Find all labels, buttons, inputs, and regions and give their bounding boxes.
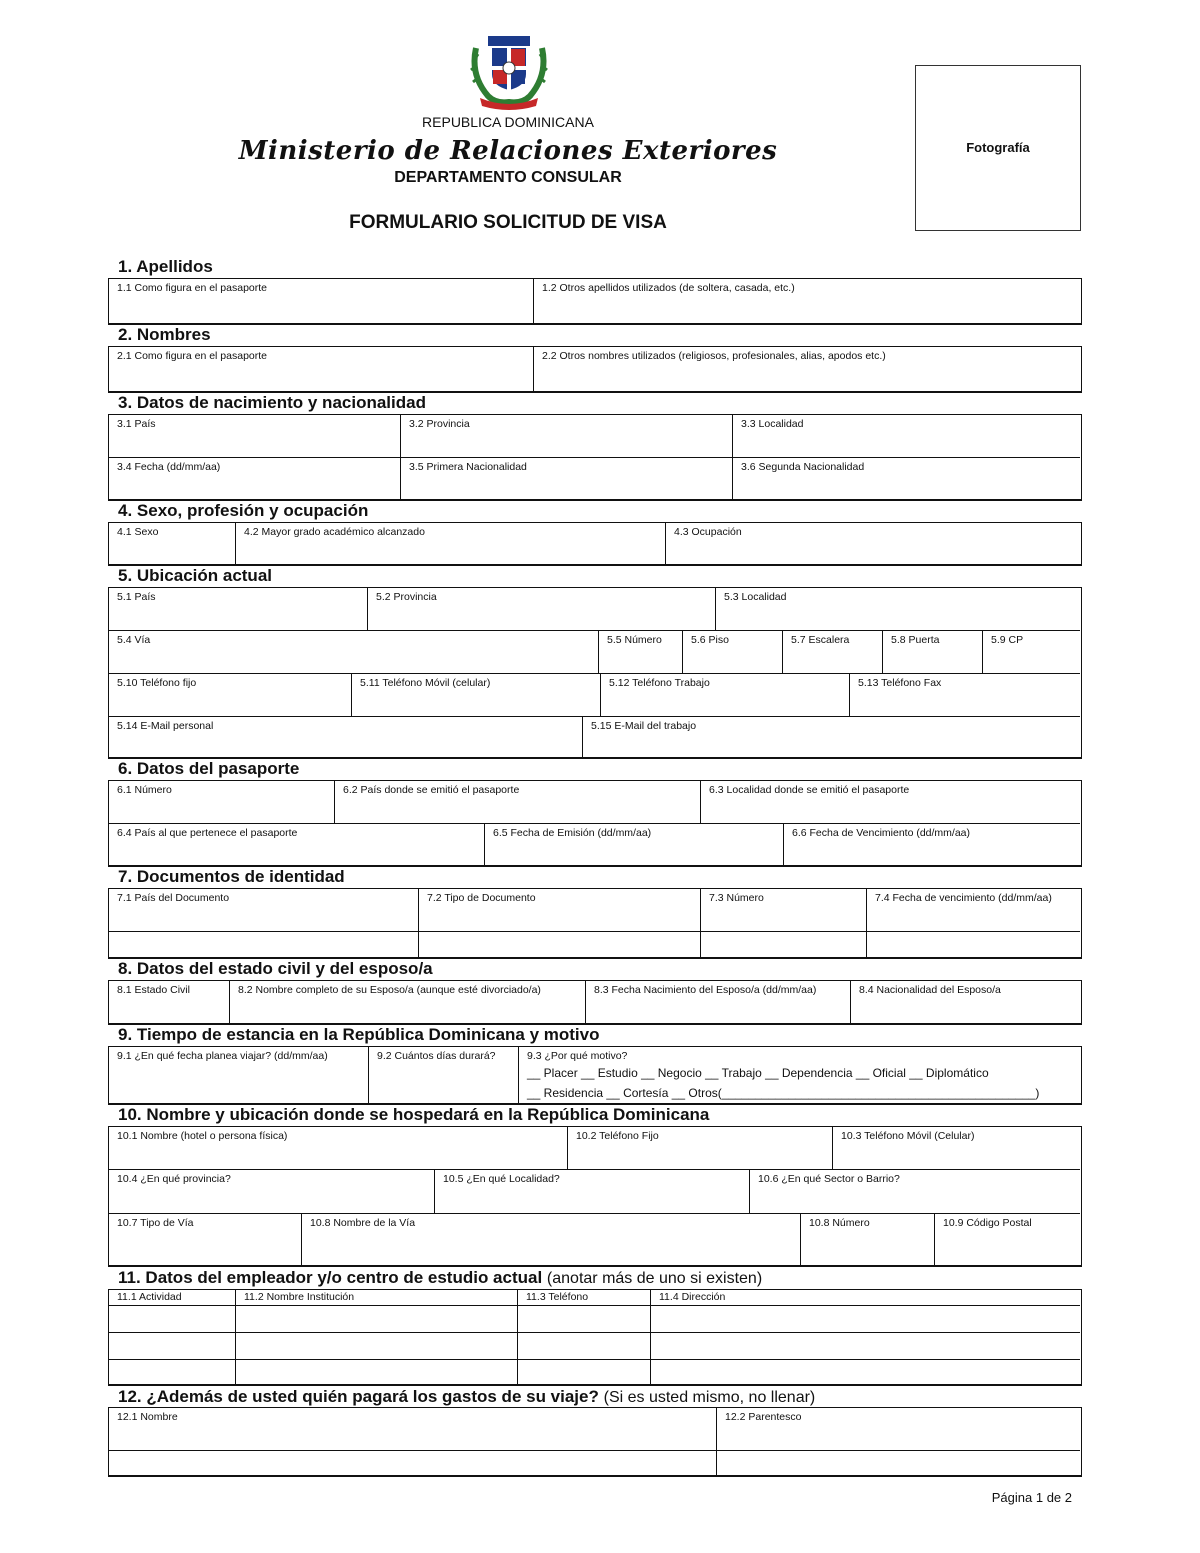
- field-8-2[interactable]: 8.2 Nombre completo de su Esposo/a (aunque esté divorciado/a): [230, 981, 586, 1024]
- field-1-2[interactable]: 1.2 Otros apellidos utilizados (de soltera, casada, etc.): [542, 282, 795, 294]
- field-9-3[interactable]: [519, 1047, 1080, 1104]
- field-10-5[interactable]: 10.5 ¿En qué Localidad?: [435, 1170, 750, 1214]
- field-7-1-value[interactable]: [109, 932, 419, 957]
- field-5-3[interactable]: 5.3 Localidad: [716, 588, 1080, 631]
- field-5-13[interactable]: 5.13 Teléfono Fax: [850, 674, 1080, 717]
- field-10-10[interactable]: 10.9 Código Postal: [943, 1217, 1032, 1229]
- table-row-3-col-2[interactable]: [236, 1360, 518, 1384]
- table-row-1-col-1[interactable]: [109, 1306, 236, 1333]
- field-3-5[interactable]: 3.5 Primera Nacionalidad: [401, 458, 733, 499]
- field-2-2[interactable]: 2.2 Otros nombres utilizados (religiosos, profesionales, alias, apodos etc.): [542, 350, 886, 362]
- field-5-11[interactable]: 5.11 Teléfono Móvil (celular): [352, 674, 601, 717]
- field-10-9[interactable]: 10.8 Número: [801, 1214, 935, 1265]
- section-6-title: 6. Datos del pasaporte: [118, 759, 300, 778]
- section-3-box: [108, 414, 1082, 501]
- section-7-title: 7. Documentos de identidad: [118, 867, 345, 886]
- section-8-box: [108, 980, 1082, 1025]
- field-5-15[interactable]: 5.15 E-Mail del trabajo: [591, 720, 697, 732]
- section-8-title: 8. Datos del estado civil y del esposo/a: [118, 959, 433, 978]
- field-10-1[interactable]: 10.1 Nombre (hotel o persona física): [109, 1127, 568, 1170]
- motive-options-line-2[interactable]: __ Residencia __ Cortesía __ Otros(_______________________________________________): [527, 1086, 1040, 1100]
- field-8-3[interactable]: 8.3 Fecha Nacimiento del Esposo/a (dd/mm/aa): [586, 981, 851, 1024]
- section-5-box: [108, 587, 1082, 759]
- field-5-5[interactable]: 5.5 Número: [599, 631, 683, 674]
- field-7-2-value[interactable]: [419, 932, 701, 957]
- table-row-2-col-2[interactable]: [236, 1333, 518, 1360]
- field-3-2[interactable]: 3.2 Provincia: [401, 415, 733, 458]
- field-10-6[interactable]: 10.6 ¿En qué Sector o Barrio?: [750, 1170, 1080, 1214]
- section-5-title: 5. Ubicación actual: [118, 566, 272, 585]
- section-1-title: 1. Apellidos: [118, 257, 213, 276]
- field-3-6[interactable]: 3.6 Segunda Nacionalidad: [741, 461, 865, 473]
- section-10-box: [108, 1126, 1082, 1267]
- field-11-1: 11.1 Actividad: [109, 1290, 236, 1306]
- field-9-1[interactable]: 9.1 ¿En qué fecha planea viajar? (dd/mm/aa): [109, 1047, 369, 1104]
- field-6-5[interactable]: 6.5 Fecha de Emisión (dd/mm/aa): [485, 824, 784, 865]
- section-12-title-text: 12. ¿Además de usted quién pagará los gastos de su viaje?: [118, 1387, 599, 1406]
- section-3-title: 3. Datos de nacimiento y nacionalidad: [118, 393, 426, 412]
- motive-options-line-1[interactable]: __ Placer __ Estudio __ Negocio __ Trabajo __ Dependencia __ Oficial __ Diplomático: [527, 1066, 989, 1080]
- section-11-note: (anotar más de uno si existen): [546, 1270, 763, 1287]
- field-9-3-label: 9.3 ¿Por qué motivo?: [527, 1050, 628, 1062]
- table-row-1-col-2[interactable]: [236, 1306, 518, 1333]
- field-5-10[interactable]: 5.10 Teléfono fijo: [109, 674, 352, 717]
- field-8-1[interactable]: 8.1 Estado Civil: [109, 981, 230, 1024]
- table-row-3-col-4[interactable]: [651, 1360, 1080, 1384]
- form-title: FORMULARIO SOLICITUD DE VISA: [349, 212, 667, 233]
- motive-options[interactable]: [527, 1063, 1039, 1103]
- photo-box[interactable]: [915, 65, 1081, 231]
- field-7-2[interactable]: 7.2 Tipo de Documento: [419, 889, 701, 932]
- field-12-1-extra[interactable]: [109, 1451, 717, 1475]
- section-12-note: (Si es usted mismo, no llenar): [603, 1389, 816, 1406]
- field-12-2[interactable]: 12.2 Parentesco: [717, 1408, 1080, 1451]
- field-6-4[interactable]: 6.4 País al que pertenece el pasaporte: [109, 824, 485, 865]
- section-11-box: [108, 1289, 1082, 1386]
- field-12-2-extra[interactable]: [717, 1451, 1080, 1475]
- table-row-3-col-1[interactable]: [109, 1360, 236, 1384]
- field-10-3[interactable]: 10.3 Teléfono Móvil (Celular): [833, 1127, 1080, 1170]
- field-5-14[interactable]: 5.14 E-Mail personal: [109, 717, 583, 757]
- department-name: DEPARTAMENTO CONSULAR: [394, 169, 622, 186]
- section-7-box: [108, 888, 1082, 959]
- field-11-3: 11.3 Teléfono: [518, 1290, 651, 1306]
- field-12-1[interactable]: 12.1 Nombre: [109, 1408, 717, 1451]
- section-11-title-text: 11. Datos del empleador y/o centro de estudio actual: [118, 1268, 543, 1287]
- section-9-box: [108, 1046, 1082, 1105]
- photo-label: Fotografía: [966, 140, 1030, 155]
- field-6-2[interactable]: 6.2 País donde se emitió el pasaporte: [335, 781, 701, 824]
- section-11-title: [118, 1268, 762, 1288]
- section-2-box: [108, 346, 1082, 393]
- field-3-4[interactable]: 3.4 Fecha (dd/mm/aa): [109, 458, 401, 499]
- section-1-box: [108, 278, 1082, 325]
- section-12-title: [118, 1387, 815, 1407]
- section-10-title: 10. Nombre y ubicación donde se hospedará en la República Dominicana: [118, 1105, 710, 1124]
- field-5-6[interactable]: 5.6 Piso: [683, 631, 783, 674]
- field-6-3[interactable]: 6.3 Localidad donde se emitió el pasaporte: [701, 781, 1080, 824]
- field-11-4: 11.4 Dirección: [651, 1290, 1080, 1306]
- section-12-box: [108, 1407, 1082, 1477]
- field-2-1[interactable]: 2.1 Como figura en el pasaporte: [109, 347, 534, 392]
- field-9-2[interactable]: 9.2 Cuántos días durará?: [369, 1047, 519, 1104]
- field-6-1[interactable]: 6.1 Número: [109, 781, 335, 824]
- field-5-9[interactable]: 5.9 CP: [983, 631, 1080, 674]
- country-name: REPUBLICA DOMINICANA: [422, 114, 594, 130]
- section-2-title: 2. Nombres: [118, 325, 211, 344]
- field-7-3[interactable]: 7.3 Número: [701, 889, 867, 932]
- field-7-3-value[interactable]: [701, 932, 867, 957]
- field-3-1[interactable]: 3.1 País: [109, 415, 401, 458]
- field-5-4[interactable]: 5.4 Vía: [109, 631, 599, 674]
- field-8-4[interactable]: 8.4 Nacionalidad del Esposo/a: [859, 984, 1001, 996]
- table-row-1-col-4[interactable]: [651, 1306, 1080, 1333]
- field-1-1[interactable]: 1.1 Como figura en el pasaporte: [109, 279, 534, 324]
- field-5-2[interactable]: 5.2 Provincia: [368, 588, 716, 631]
- section-4-box: [108, 522, 1082, 566]
- page-number: Página 1 de 2: [991, 1490, 1072, 1505]
- table-row-2-col-3[interactable]: [518, 1333, 651, 1360]
- field-3-3[interactable]: 3.3 Localidad: [733, 415, 1080, 458]
- field-7-4-value[interactable]: [867, 932, 1080, 957]
- coat-of-arms-icon: [466, 30, 552, 110]
- table-row-1-col-3[interactable]: [518, 1306, 651, 1333]
- field-7-4[interactable]: 7.4 Fecha de vencimiento (dd/mm/aa): [867, 889, 1080, 932]
- section-6-box: [108, 780, 1082, 867]
- field-10-2[interactable]: 10.2 Teléfono Fijo: [568, 1127, 833, 1170]
- table-row-2-col-1[interactable]: [109, 1333, 236, 1360]
- field-4-3[interactable]: 4.3 Ocupación: [674, 526, 742, 538]
- field-10-7[interactable]: 10.7 Tipo de Vía: [109, 1214, 302, 1265]
- field-5-7[interactable]: 5.7 Escalera: [783, 631, 883, 674]
- field-11-2: 11.2 Nombre Institución: [236, 1290, 518, 1306]
- field-4-1[interactable]: 4.1 Sexo: [109, 523, 236, 565]
- field-5-12[interactable]: 5.12 Teléfono Trabajo: [601, 674, 850, 717]
- field-4-2[interactable]: 4.2 Mayor grado académico alcanzado: [236, 523, 666, 565]
- section-9-title: 9. Tiempo de estancia en la República Dominicana y motivo: [118, 1025, 600, 1044]
- field-10-8[interactable]: 10.8 Nombre de la Vía: [302, 1214, 801, 1265]
- table-row-3-col-3[interactable]: [518, 1360, 651, 1384]
- field-7-1[interactable]: 7.1 País del Documento: [109, 889, 419, 932]
- section-4-title: 4. Sexo, profesión y ocupación: [118, 501, 369, 520]
- table-row-2-col-4[interactable]: [651, 1333, 1080, 1360]
- field-5-8[interactable]: 5.8 Puerta: [883, 631, 983, 674]
- field-6-6[interactable]: 6.6 Fecha de Vencimiento (dd/mm/aa): [792, 827, 971, 839]
- field-10-4[interactable]: 10.4 ¿En qué provincia?: [109, 1170, 435, 1214]
- field-5-1[interactable]: 5.1 País: [109, 588, 368, 631]
- ministry-name: Ministerio de Relaciones Exteriores: [238, 136, 778, 166]
